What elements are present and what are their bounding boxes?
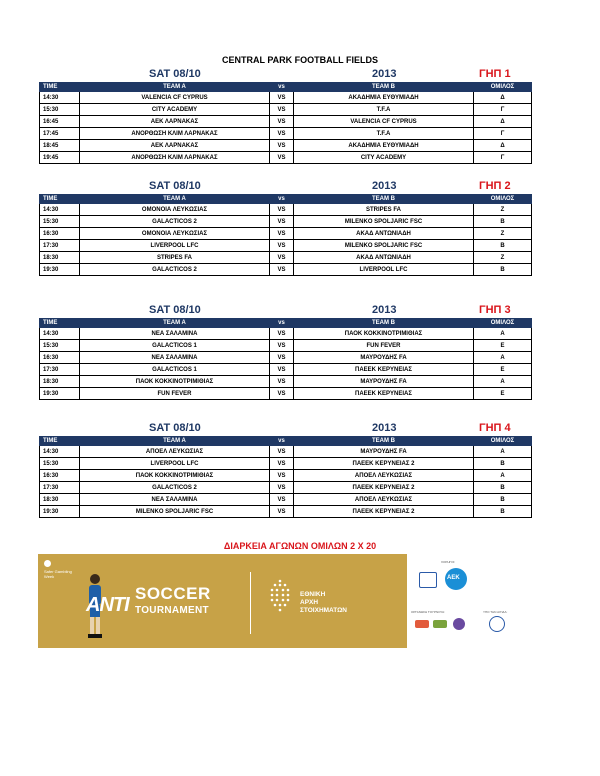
- table-row: [40, 458, 532, 470]
- eas-line: ΣΤΟΙΧΗΜΑΤΩΝ: [300, 607, 347, 614]
- cell-time: 17:30: [40, 240, 80, 252]
- cell-team-b: STRIPES FA: [294, 204, 474, 216]
- cell-vs: VS: [270, 352, 294, 364]
- cell-vs: VS: [270, 264, 294, 276]
- header-time: TIME: [40, 437, 80, 446]
- header-team-a: TEAM A: [80, 437, 270, 446]
- block-date: SAT 08/10: [149, 68, 201, 80]
- cell-team-a: FUN FEVER: [80, 388, 270, 400]
- table-header-row: [40, 83, 532, 92]
- document-title: CENTRAL PARK FOOTBALL FIELDS: [222, 55, 378, 65]
- field-label: ΓΗΠ 2: [479, 180, 511, 192]
- header-time: TIME: [40, 319, 80, 328]
- header-vs: vs: [270, 319, 294, 328]
- cell-team-a: ΟΜΟΝΟΙΑ ΛΕΥΚΩΣΙΑΣ: [80, 228, 270, 240]
- table-row: [40, 216, 532, 228]
- cell-group: Δ: [474, 92, 532, 104]
- schedule-block: [39, 422, 531, 518]
- header-group: ΟΜΙΛΟΣ: [474, 319, 532, 328]
- cell-time: 19:45: [40, 152, 80, 164]
- header-team-b: TEAM B: [294, 195, 474, 204]
- cell-time: 17:30: [40, 364, 80, 376]
- sponsors-label: ΧΟΡΗΓΟΙ:: [441, 560, 456, 564]
- cell-vs: VS: [270, 216, 294, 228]
- table-row: [40, 364, 532, 376]
- table-row: [40, 140, 532, 152]
- table-header-row: [40, 319, 532, 328]
- cell-group: E: [474, 364, 532, 376]
- cell-vs: VS: [270, 92, 294, 104]
- header-vs: vs: [270, 83, 294, 92]
- field-label: ΓΗΠ 3: [479, 304, 511, 316]
- cell-time: 14:30: [40, 92, 80, 104]
- table-row: [40, 104, 532, 116]
- header-team-b: TEAM B: [294, 437, 474, 446]
- cell-group: E: [474, 388, 532, 400]
- cell-time: 15:30: [40, 340, 80, 352]
- support-label: ΥΠΟ ΤΗΝ ΑΙΓΙΔΑ:: [483, 610, 508, 614]
- cell-group: Δ: [474, 140, 532, 152]
- table-row: [40, 470, 532, 482]
- schedule-block: [39, 68, 531, 164]
- sponsor-logo-1-icon: [419, 572, 437, 588]
- cell-team-b: ΜΑΥΡΟΥΔΗΣ FA: [294, 376, 474, 388]
- cell-team-b: ΜΑΥΡΟΥΔΗΣ FA: [294, 446, 474, 458]
- cell-time: 19:30: [40, 264, 80, 276]
- cell-time: 16:45: [40, 116, 80, 128]
- table-row: [40, 482, 532, 494]
- cell-team-b: ΑΚΑΔ ΑΝΤΩΝΙΑΔΗ: [294, 228, 474, 240]
- cell-time: 14:30: [40, 446, 80, 458]
- cell-time: 14:30: [40, 328, 80, 340]
- cell-team-a: MILENKO SPOLJARIC FSC: [80, 506, 270, 518]
- cell-team-a: GALACTICOS 1: [80, 364, 270, 376]
- table-row: [40, 152, 532, 164]
- cell-group: Γ: [474, 128, 532, 140]
- cell-team-a: ΑΕΚ ΛΑΡΝΑΚΑΣ: [80, 116, 270, 128]
- cell-vs: VS: [270, 152, 294, 164]
- block-year: 2013: [372, 422, 397, 434]
- cell-team-b: ΠΑΕΕΚ ΚΕΡΥΝΕΙΑΣ 2: [294, 458, 474, 470]
- cell-time: 16:30: [40, 228, 80, 240]
- cell-team-b: ΑΠΟΕΛ ΛΕΥΚΩΣΙΑΣ: [294, 470, 474, 482]
- cell-team-b: MILENKO SPOLJARIC FSC: [294, 216, 474, 228]
- header-time: TIME: [40, 195, 80, 204]
- cell-vs: VS: [270, 228, 294, 240]
- cell-time: 19:30: [40, 388, 80, 400]
- field-label: ΓΗΠ 1: [479, 68, 511, 80]
- organizer-logo-3-icon: [453, 618, 465, 630]
- table-row: [40, 328, 532, 340]
- tournament-title: TOURNAMENT: [135, 605, 209, 616]
- cell-vs: VS: [270, 388, 294, 400]
- cell-group: A: [474, 376, 532, 388]
- header-group: ΟΜΙΛΟΣ: [474, 83, 532, 92]
- cell-time: 18:30: [40, 494, 80, 506]
- cell-vs: VS: [270, 506, 294, 518]
- cell-team-b: ΑΚΑΔΗΜΙΑ ΕΥΘΥΜΙΑΔΗ: [294, 140, 474, 152]
- organizers-label: ΟΡΓΑΝΩΣΗ ΤΟΥΡΝΟΥΑ:: [411, 610, 445, 614]
- cell-team-b: ΑΠΟΕΛ ΛΕΥΚΩΣΙΑΣ: [294, 494, 474, 506]
- cell-team-a: LIVERPOOL LFC: [80, 240, 270, 252]
- table-row: [40, 116, 532, 128]
- cell-vs: VS: [270, 494, 294, 506]
- cell-team-a: ΑΝΟΡΘΩΣΗ ΚΛΙΜ ΛΑΡΝΑΚΑΣ: [80, 152, 270, 164]
- cell-vs: VS: [270, 116, 294, 128]
- cell-vs: VS: [270, 376, 294, 388]
- cell-time: 16:30: [40, 470, 80, 482]
- header-time: TIME: [40, 83, 80, 92]
- table-row: [40, 128, 532, 140]
- table-header-row: [40, 437, 532, 446]
- cell-vs: VS: [270, 482, 294, 494]
- aek-sponsor-logo-icon: [445, 568, 467, 590]
- cell-team-b: ΠΑΕΕΚ ΚΕΡΥΝΕΙΑΣ 2: [294, 482, 474, 494]
- cell-team-a: ΑΕΚ ΛΑΡΝΑΚΑΣ: [80, 140, 270, 152]
- cell-vs: VS: [270, 340, 294, 352]
- cell-team-b: ΠΑΕΕΚ ΚΕΡΥΝΕΙΑΣ: [294, 364, 474, 376]
- cell-group: B: [474, 494, 532, 506]
- eas-line: ΑΡΧΗ: [300, 599, 319, 606]
- table-row: [40, 340, 532, 352]
- cell-group: A: [474, 352, 532, 364]
- block-date: SAT 08/10: [149, 304, 201, 316]
- cell-vs: VS: [270, 446, 294, 458]
- table-row: [40, 446, 532, 458]
- cell-group: Γ: [474, 104, 532, 116]
- schedule-table: [39, 194, 532, 276]
- cell-team-a: LIVERPOOL LFC: [80, 458, 270, 470]
- cell-team-b: VALENCIA CF CYPRUS: [294, 116, 474, 128]
- header-group: ΟΜΙΛΟΣ: [474, 437, 532, 446]
- block-year: 2013: [372, 68, 397, 80]
- cell-group: B: [474, 458, 532, 470]
- table-row: [40, 228, 532, 240]
- header-team-b: TEAM B: [294, 319, 474, 328]
- duration-note: ΔΙΑΡΚΕΙΑ ΑΓΩΝΩΝ ΟΜΙΛΩΝ 2 X 20: [223, 541, 377, 551]
- cell-vs: VS: [270, 252, 294, 264]
- cell-vs: VS: [270, 364, 294, 376]
- table-row: [40, 388, 532, 400]
- cell-team-b: ΠΑΟΚ ΚΟΚΚΙΝΟΤΡΙΜΙΘΙΑΣ: [294, 328, 474, 340]
- schedule-table: [39, 318, 532, 400]
- cell-time: 19:30: [40, 506, 80, 518]
- cell-team-b: ΜΑΥΡΟΥΔΗΣ FA: [294, 352, 474, 364]
- table-row: [40, 240, 532, 252]
- header-vs: vs: [270, 437, 294, 446]
- cell-time: 15:30: [40, 104, 80, 116]
- cell-group: Γ: [474, 152, 532, 164]
- sponsor-banner: [38, 554, 407, 648]
- cell-team-b: ΑΚΑΔΗΜΙΑ ΕΥΘΥΜΙΑΔΗ: [294, 92, 474, 104]
- cell-group: A: [474, 446, 532, 458]
- block-header: [39, 422, 531, 436]
- cell-group: Δ: [474, 116, 532, 128]
- cell-group: A: [474, 328, 532, 340]
- cell-team-b: ΑΚΑΔ ΑΝΤΩΝΙΑΔΗ: [294, 252, 474, 264]
- cell-team-b: FUN FEVER: [294, 340, 474, 352]
- cell-time: 15:30: [40, 216, 80, 228]
- bgw-dot-icon: [44, 560, 51, 567]
- cell-team-a: ΟΜΟΝΟΙΑ ΛΕΥΚΩΣΙΑΣ: [80, 204, 270, 216]
- block-header: [39, 304, 531, 318]
- aek-text: ΑΕΚ: [447, 575, 460, 581]
- block-year: 2013: [372, 180, 397, 192]
- block-date: SAT 08/10: [149, 180, 201, 192]
- sponsor-panel: [407, 554, 512, 648]
- cell-group: E: [474, 340, 532, 352]
- cell-group: B: [474, 506, 532, 518]
- block-date: SAT 08/10: [149, 422, 201, 434]
- cell-time: 18:45: [40, 140, 80, 152]
- schedule-block: [39, 180, 531, 276]
- cell-group: Z: [474, 204, 532, 216]
- schedule-block: [39, 304, 531, 400]
- cell-group: B: [474, 482, 532, 494]
- soccer-title: SOCCER: [135, 584, 211, 603]
- cell-time: 15:30: [40, 458, 80, 470]
- cell-team-a: ΝΕΑ ΣΑΛΑΜΙΝΑ: [80, 494, 270, 506]
- cell-team-a: ΝΕΑ ΣΑΛΑΜΙΝΑ: [80, 352, 270, 364]
- cell-team-a: ΑΠΟΕΛ ΛΕΥΚΩΣΙΑΣ: [80, 446, 270, 458]
- header-team-a: TEAM A: [80, 195, 270, 204]
- cell-time: 14:30: [40, 204, 80, 216]
- cell-team-a: ΠΑΟΚ ΚΟΚΚΙΝΟΤΡΙΜΙΘΙΑΣ: [80, 376, 270, 388]
- support-logo-icon: [489, 616, 505, 632]
- cell-group: B: [474, 216, 532, 228]
- block-year: 2013: [372, 304, 397, 316]
- table-row: [40, 506, 532, 518]
- cell-team-b: CITY ACADEMY: [294, 152, 474, 164]
- anti-logo-text: ANTI: [86, 594, 129, 616]
- cell-time: 18:30: [40, 252, 80, 264]
- block-header: [39, 180, 531, 194]
- schedule-table: [39, 82, 532, 164]
- cell-group: Z: [474, 252, 532, 264]
- cell-team-a: GALACTICOS 2: [80, 264, 270, 276]
- organizer-logo-2-icon: [433, 620, 447, 628]
- table-row: [40, 204, 532, 216]
- cell-time: 18:30: [40, 376, 80, 388]
- block-header: [39, 68, 531, 82]
- cell-time: 17:45: [40, 128, 80, 140]
- cell-group: Z: [474, 228, 532, 240]
- cell-time: 17:30: [40, 482, 80, 494]
- cell-vs: VS: [270, 204, 294, 216]
- cell-group: A: [474, 470, 532, 482]
- cell-team-a: ΠΑΟΚ ΚΟΚΚΙΝΟΤΡΙΜΙΘΙΑΣ: [80, 470, 270, 482]
- cell-vs: VS: [270, 328, 294, 340]
- cell-vs: VS: [270, 128, 294, 140]
- eas-text: [300, 591, 347, 615]
- cell-team-a: ΝΕΑ ΣΑΛΑΜΙΝΑ: [80, 328, 270, 340]
- banner-divider: [250, 572, 251, 634]
- table-row: [40, 92, 532, 104]
- header-team-a: TEAM A: [80, 83, 270, 92]
- cell-team-b: ΠΑΕΕΚ ΚΕΡΥΝΕΙΑΣ 2: [294, 506, 474, 518]
- table-row: [40, 252, 532, 264]
- cell-vs: VS: [270, 140, 294, 152]
- eas-line: ΕΘΝΙΚΗ: [300, 591, 326, 598]
- cell-vs: VS: [270, 470, 294, 482]
- table-row: [40, 352, 532, 364]
- cell-team-b: ΠΑΕΕΚ ΚΕΡΥΝΕΙΑΣ: [294, 388, 474, 400]
- table-row: [40, 264, 532, 276]
- table-header-row: [40, 195, 532, 204]
- cell-vs: VS: [270, 458, 294, 470]
- cell-team-b: T.F.A: [294, 128, 474, 140]
- cell-team-b: T.F.A: [294, 104, 474, 116]
- cell-vs: VS: [270, 240, 294, 252]
- header-vs: vs: [270, 195, 294, 204]
- eas-logo-icon: [268, 578, 292, 616]
- cell-team-a: GALACTICOS 1: [80, 340, 270, 352]
- header-team-b: TEAM B: [294, 83, 474, 92]
- cell-team-a: VALENCIA CF CYPRUS: [80, 92, 270, 104]
- cell-group: B: [474, 240, 532, 252]
- schedule-table: [39, 436, 532, 518]
- table-row: [40, 494, 532, 506]
- organizer-logo-1-icon: [415, 620, 429, 628]
- cell-team-b: MILENKO SPOLJARIC FSC: [294, 240, 474, 252]
- cell-team-a: GALACTICOS 2: [80, 216, 270, 228]
- header-group: ΟΜΙΛΟΣ: [474, 195, 532, 204]
- cell-vs: VS: [270, 104, 294, 116]
- cell-group: B: [474, 264, 532, 276]
- cell-time: 16:30: [40, 352, 80, 364]
- cell-team-a: GALACTICOS 2: [80, 482, 270, 494]
- safer-gambling-week-logo: [44, 560, 74, 579]
- cell-team-a: CITY ACADEMY: [80, 104, 270, 116]
- table-row: [40, 376, 532, 388]
- header-team-a: TEAM A: [80, 319, 270, 328]
- bgw-text: Safer Gambling Week: [44, 569, 72, 579]
- cell-team-a: ΑΝΟΡΘΩΣΗ ΚΛΙΜ ΛΑΡΝΑΚΑΣ: [80, 128, 270, 140]
- cell-team-a: STRIPES FA: [80, 252, 270, 264]
- cell-team-b: LIVERPOOL LFC: [294, 264, 474, 276]
- field-label: ΓΗΠ 4: [479, 422, 511, 434]
